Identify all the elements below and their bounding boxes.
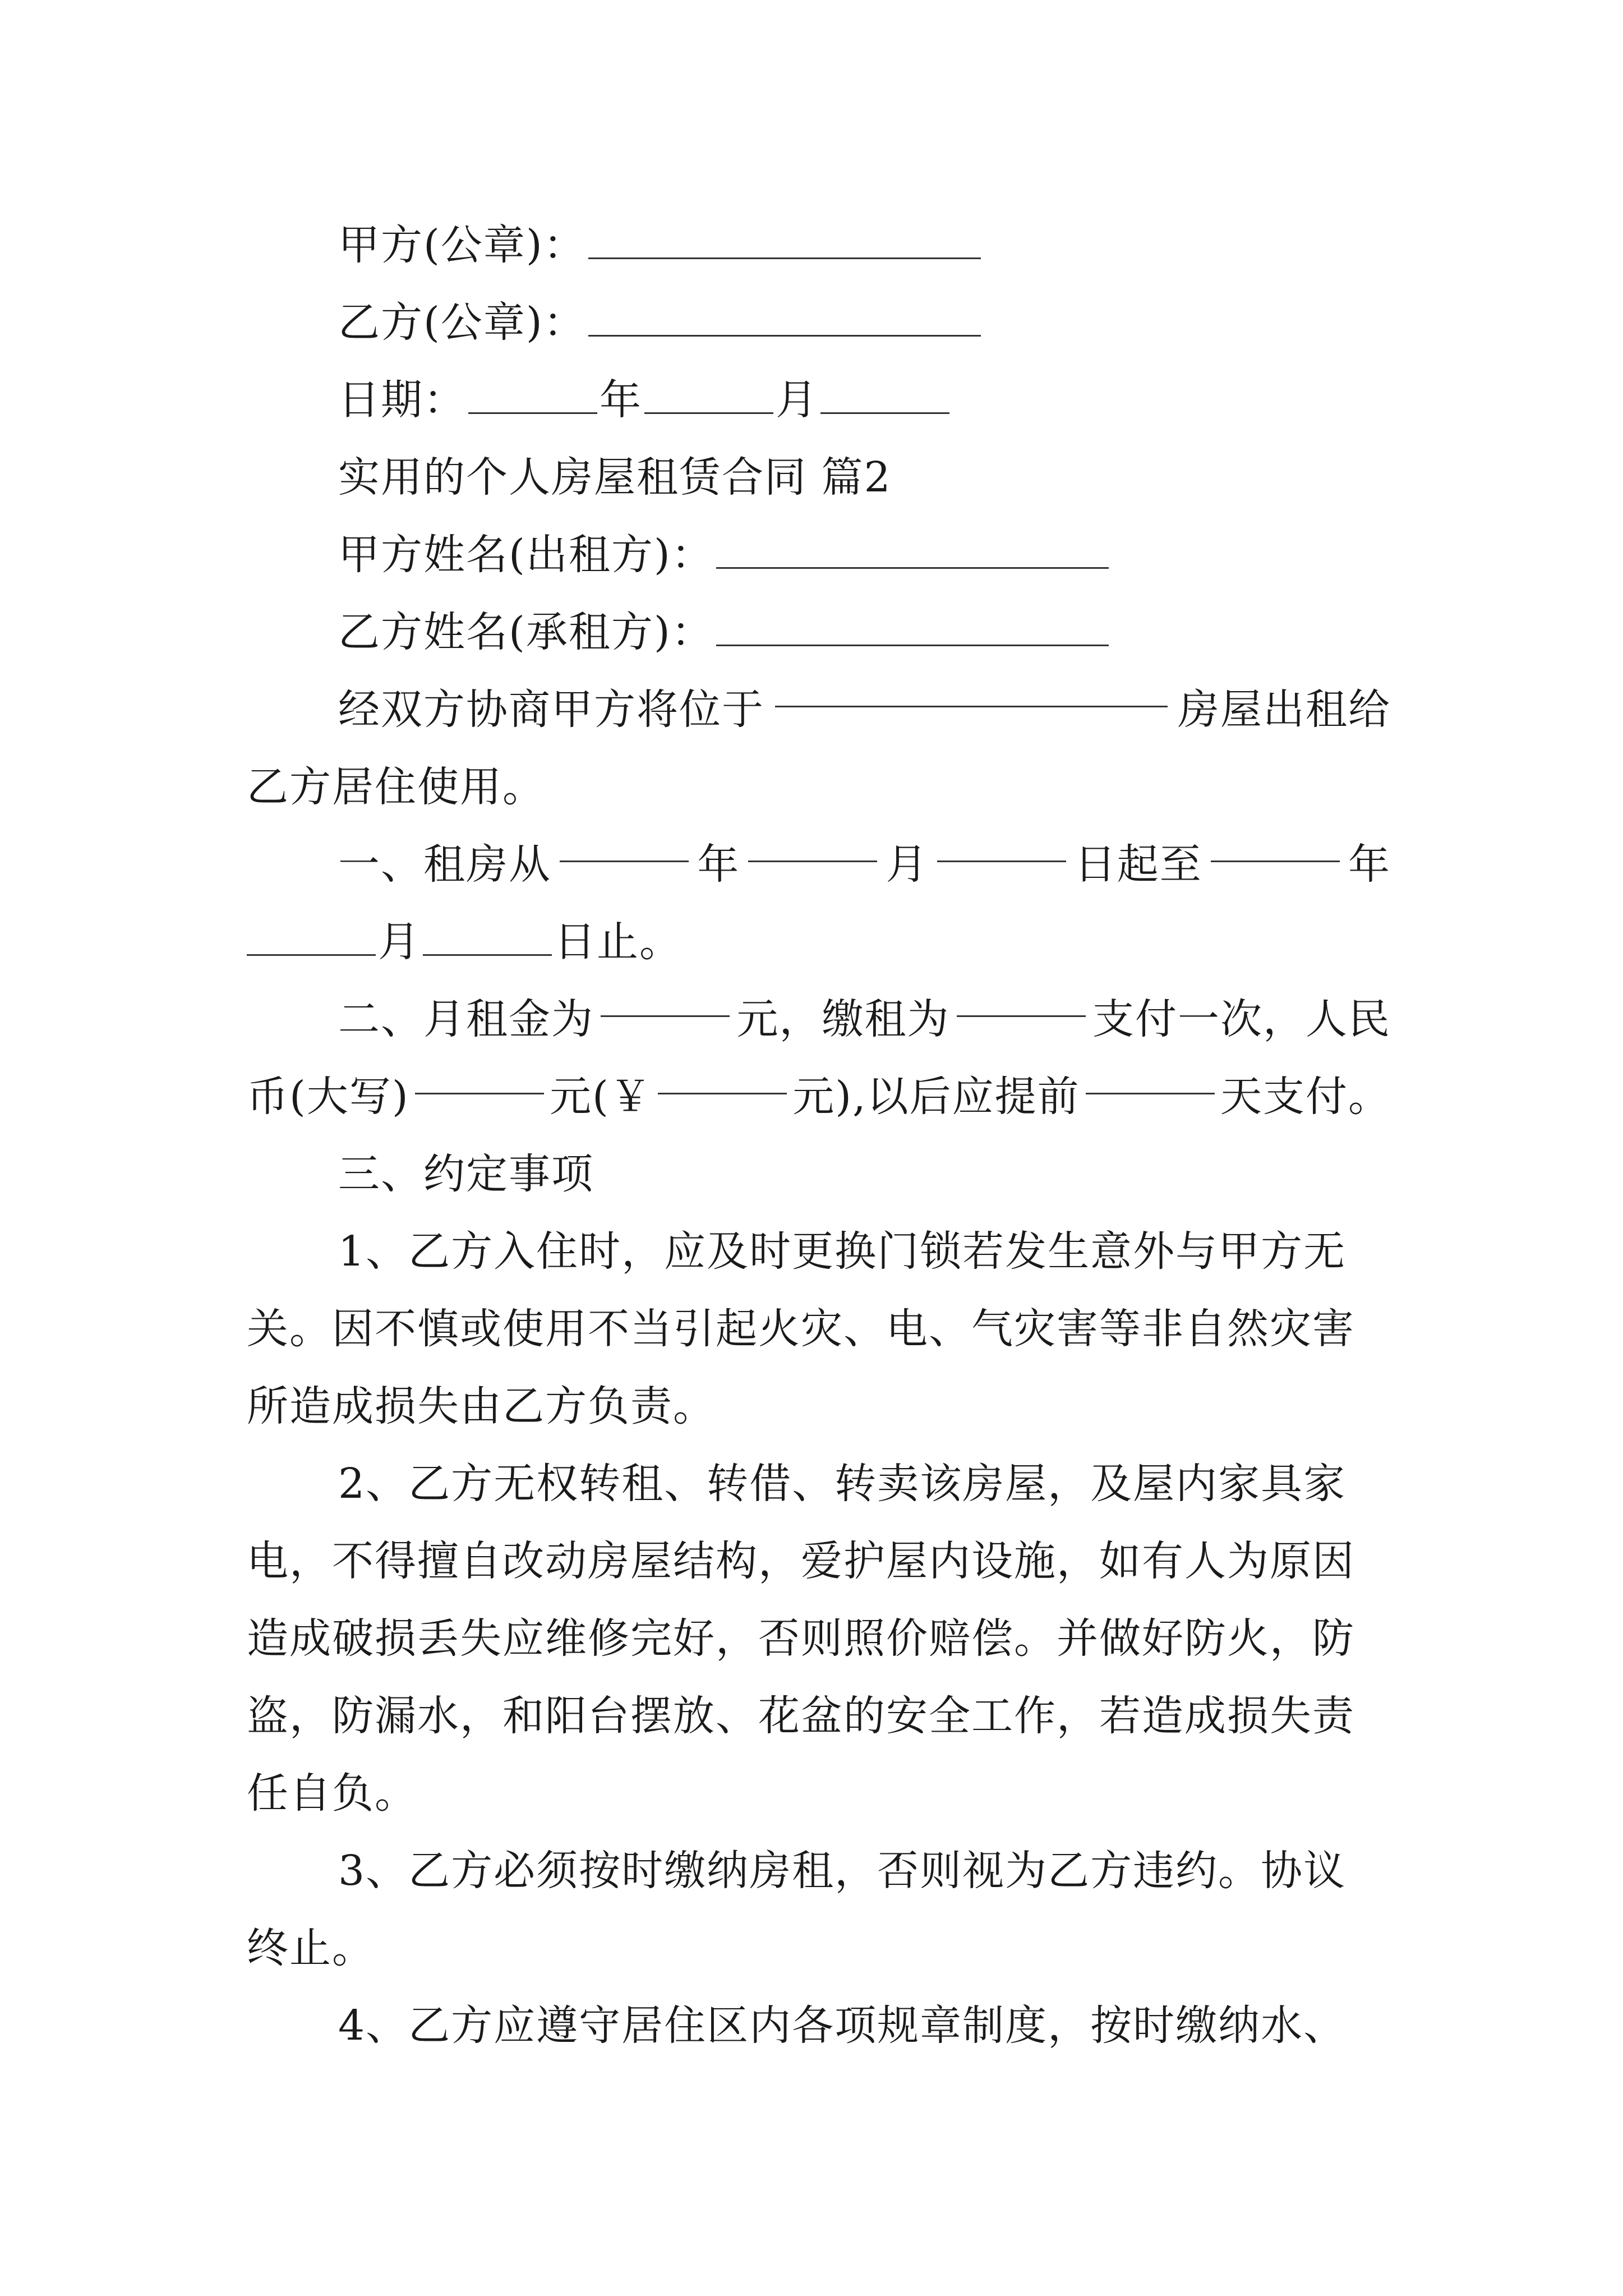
clause2-f: 元),以后应提前 [792,1073,1080,1121]
year-label: 年 [600,376,642,424]
rent-blank [601,981,730,1017]
lessee-blank [716,610,1109,646]
clause1-line-2 [247,903,1391,981]
item1-line-3: 所造成损失由乙方负责。 [247,1382,716,1430]
clause1-e: 年 [1348,840,1391,889]
amount-words-blank [415,1058,544,1094]
item3-line-1: 3、乙方必须按时缴纳房租，否则视为乙方违约。协议 [338,1847,1347,1895]
year-blank [468,378,597,414]
clause2-d: 币(大写) [247,1073,409,1121]
address-blank [775,671,1168,707]
month-label: 月 [776,376,818,424]
start-day-blank [937,826,1066,862]
item2-line-3: 造成破损丢失应维修完好，否则照价赔偿。并做好防火，防 [247,1614,1355,1663]
intro-line-2: 乙方居住使用。 [247,763,545,811]
intro-part2: 房屋出租给 [1178,685,1391,734]
start-month-blank [748,826,877,862]
clause2-line-1 [338,981,1391,1058]
date-line [338,361,1482,439]
month-blank [644,378,773,414]
clause1-b: 年 [697,840,740,889]
party-b-seal-label: 乙方(公章)： [338,298,586,347]
item3-line-2: 终止。 [247,1924,375,1972]
end-year-blank [1211,826,1340,862]
start-year-blank [560,826,689,862]
end-month-blank [247,919,376,956]
advance-days-blank [1086,1058,1215,1094]
clause3-title: 三、约定事项 [338,1150,594,1198]
clause2-a: 二、月租金为 [338,995,594,1043]
amount-figure-blank [658,1058,787,1094]
item4-line-1: 4、乙方应遵守居住区内各项规章制度，按时缴纳水、 [338,2001,1347,2050]
party-b-seal-line [338,284,1482,361]
item2-line-1: 2、乙方无权转租、转借、转卖该房屋，及屋内家具家 [338,1460,1347,1508]
day-blank [820,378,949,414]
lessee-line [338,593,1482,671]
date-label: 日期： [338,376,466,424]
item2-line-2: 电，不得擅自改动房屋结构，爱护屋内设施，如有人为原因 [247,1537,1355,1585]
clause1-g: 日止。 [554,918,682,966]
clause2-b: 元，缴租为 [736,995,950,1043]
intro-line-1 [338,671,1391,748]
clause2-line-2 [247,1058,1391,1135]
lessor-line [338,516,1482,593]
payment-period-blank [957,981,1086,1017]
clause1-d: 日起至 [1074,840,1202,889]
intro-part1: 经双方协商甲方将位于 [338,685,764,734]
party-b-seal-blank [588,300,981,337]
clause2-e: 元(￥ [550,1073,652,1121]
lessor-label: 甲方姓名(出租方)： [338,531,714,579]
end-day-blank [423,919,552,956]
clause1-line-1 [338,826,1391,903]
clause1-c: 月 [886,840,929,889]
item2-line-4: 盗，防漏水，和阳台摆放、花盆的安全工作，若造成损失责 [247,1692,1355,1740]
clause2-c: 支付一次，人民 [1092,995,1391,1043]
clause1-f: 月 [378,918,421,966]
item2-line-5: 任自负。 [247,1769,417,1818]
party-a-seal-line [338,206,1482,284]
party-a-seal-label: 甲方(公章)： [338,221,586,269]
item1-line-1: 1、乙方入住时，应及时更换门锁若发生意外与甲方无 [338,1227,1347,1276]
clause2-g: 天支付。 [1220,1073,1391,1121]
lessor-blank [716,532,1109,569]
clause1-a: 一、租房从 [338,840,551,889]
item1-line-2: 关。因不慎或使用不当引起火灾、电、气灾害等非自然灾害 [247,1305,1355,1353]
lessee-label: 乙方姓名(承租方)： [338,608,714,656]
section-title: 实用的个人房屋租赁合同 篇2 [338,453,892,501]
party-a-seal-blank [588,223,981,259]
